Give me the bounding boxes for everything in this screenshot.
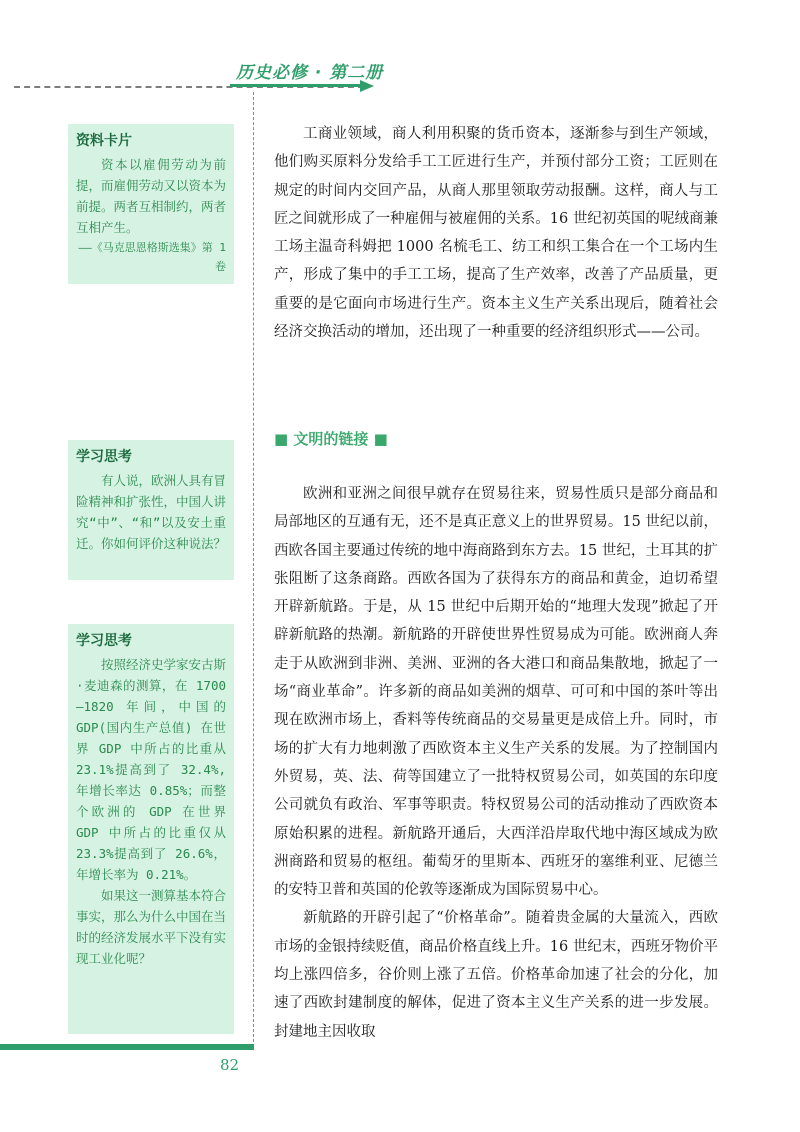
sidebar-box-source: ——《马克思恩格斯选集》第 1 卷 [78,241,226,273]
sidebar-box-title: 学习思考 [76,633,132,649]
sidebar-box-title: 学习思考 [76,449,132,465]
section-heading [274,428,388,449]
main-text-bottom [274,480,718,1046]
sidebar-box-title: 资料卡片 [76,133,132,149]
paragraph: 工商业领域，商人利用积聚的货币资本，逐渐参与到生产领域，他们购买原料分发给手工工匠进行生产，并预付部分工资；工匠则在规定的时间内交回产品，从商人那里领取劳动报酬。这样，商人与工匠之间就形成了一种雇佣与被雇佣的关系。16 世纪初英国的呢绒商兼工场主温奇科姆把 1000 名梳毛工、纺工和织工集合在一个工场内生产，形成了集中的手工工场，提高了生产效率，改善了产品质量，更重要的是它面向市场进行生产。资本主义生产关系出现后，随着社会经济交换活动的增加，还出现了一种重要的经济组织形式——公司。 [274,126,718,341]
sidebar-box-study-think-2 [68,624,234,1034]
page-number: 82 [220,1056,240,1074]
book-title: 历史必修 · 第二册 [236,63,384,83]
sidebar-box-text: 资本以雇佣劳动为前提，而雇佣劳动又以资本为前提。两者互相制约，两者互相产生。 [76,157,227,235]
paragraph: 新航路的开辟引起了“价格革命”。随着贵金属的大量流入，西欧市场的金银持续贬值，商品价格直线上升。16 世纪末，西班牙物价平均上涨四倍多，谷价则上涨了五倍。价格革命加速了社会的分化，加速了西欧封建制度的解体，促进了资本主义生产关系的进一步发展。封建地主因收取 [274,910,718,1040]
square-bullet-icon: ■ [373,430,388,448]
sidebar-box-study-think-1 [68,440,234,580]
section-title: 文明的链接 [293,430,369,448]
sidebar-box-text: 有人说，欧洲人具有冒险精神和扩张性，中国人讲究“中”、“和”以及安土重迁。你如何评价这种说法？ [76,473,227,551]
sidebar-box-data-card [68,124,234,284]
footer-accent-bar [0,1044,254,1050]
sidebar-box-text: 按照经济史学家安古斯·麦迪森的测算，在 1700—1820 年间，中国的 GDP(国内生产总值) 在世界 GDP 中所占的比重从 23.1%提高到了 32.4%,年增长率达 0.85%；而整个欧洲的 GDP 在世界 GDP 中所占的比重仅从 23.3%提高到了 26.6%，年增长率为 0.21%。 [76,657,227,882]
square-bullet-icon: ■ [274,430,289,448]
column-divider [253,92,254,1042]
header-arrow-icon [360,80,374,92]
paragraph: 欧洲和亚洲之间很早就存在贸易往来，贸易性质只是部分商品和局部地区的互通有无，还不是真正意义上的世界贸易。15 世纪以前，西欧各国主要通过传统的地中海商路到东方去。15 世纪，土耳其的扩张阻断了这条商路。西欧各国为了获得东方的商品和黄金，迫切希望开辟新航路。于是，从 15 世纪中后期开始的“地理大发现”掀起了开辟新航路的热潮。新航路的开辟使世界性贸易成为可能。欧洲商人奔走于从欧洲到非洲、美洲、亚洲的各大港口和商品集散地，掀起了一场“商业革命”。许多新的商品如美洲的烟草、可可和中国的茶叶等出现在欧洲市场上，香料等传统商品的交易量更是成倍上升。同时，市场的扩大有力地刺激了西欧资本主义生产关系的发展。为了控制国内外贸易，英、法、荷等国建立了一批特权贸易公司，如英国的东印度公司就负有政治、军事等职责。特权贸易公司的活动推动了西欧资本原始积累的进程。新航路开通后，大西洋沿岸取代地中海区域成为欧洲商路和贸易的枢纽。葡萄牙的里斯本、西班牙的塞维利亚、尼德兰的安特卫普和英国的伦敦等逐渐成为国际贸易中心。 [274,486,718,899]
main-text-top [274,120,718,346]
header-accent-bar [230,84,360,87]
sidebar-box-question: 如果这一测算基本符合事实，那么为什么中国在当时的经济发展水平下没有实现工业化呢？ [76,888,227,966]
